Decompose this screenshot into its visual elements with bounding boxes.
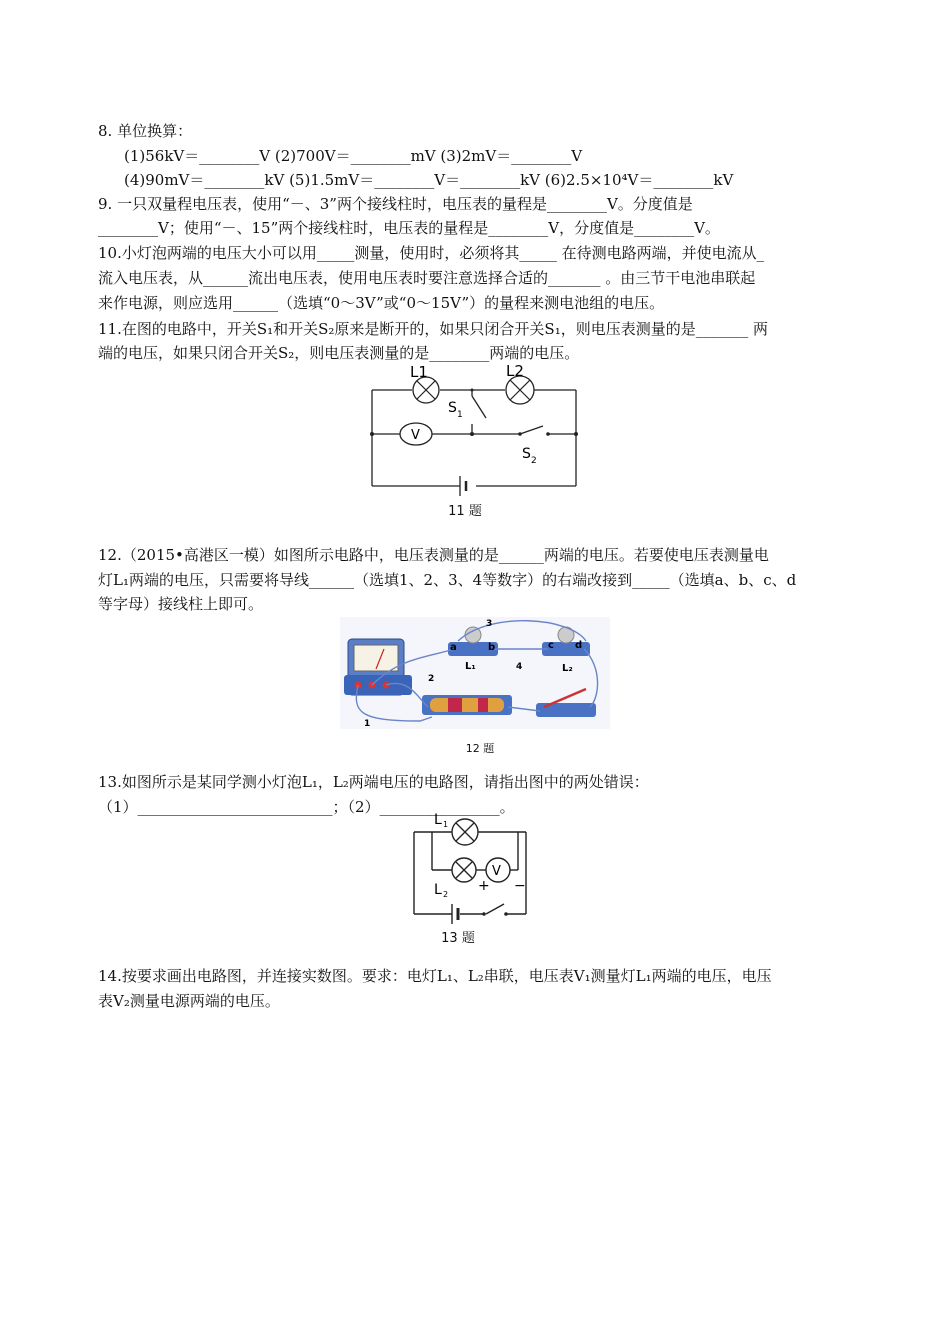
q14-line1: 14.按要求画出电路图，并连接实数图。要求：电灯L₁、L₂串联，电压表V₁测量灯L₁两端的电压，电压 (98, 967, 772, 985)
q11-line2: 端的电压，如果只闭合开关S₂，则电压表测量的是________两端的电压。 (98, 344, 580, 362)
q12-label-b: b (488, 642, 496, 653)
q11-voltmeter-label: V (411, 428, 420, 443)
q13-plus-sign: + (478, 878, 490, 894)
q13-circuit-diagram (406, 812, 546, 924)
q13-label-l1-sub: 1 (443, 820, 449, 829)
q11-label-s2-sub: 2 (531, 456, 537, 466)
q8-row2: (4)90mV＝________kV (5)1.5mV＝________V＝________kV (6)2.5×10⁴V＝________kV (124, 171, 734, 189)
q12-label-l2: L₂ (562, 663, 573, 674)
q9-line1: 9. 一只双量程电压表，使用“－、3”两个接线柱时，电压表的量程是________V。分度值是 (98, 195, 693, 213)
q13-minus-sign: − (514, 878, 526, 894)
q12-caption: 12 题 (465, 742, 495, 755)
q8-title: 8. 单位换算： (98, 122, 193, 140)
q10-line3: 来作电源，则应选用______（选填“0～3V”或“0～15V”）的量程来测电池组的电压。 (98, 294, 665, 312)
q11-label-s1-sub: 1 (457, 410, 463, 420)
q12-label-c: c (548, 640, 554, 651)
q12-physical-circuit-image (340, 617, 610, 729)
q12-line2: 灯L₁两端的电压，只需要将导线______（选填1、2、3、4等数字）的右端改接到_____（选填a、b、c、d (98, 571, 797, 589)
q12-label-d: d (575, 640, 583, 651)
q11-label-l1: L1 (410, 363, 428, 381)
q12-label-l1: L₁ (465, 661, 476, 672)
q11-caption: 11 题 (448, 504, 482, 519)
q12-wire-4: 4 (516, 662, 523, 672)
q12-wire-1: 1 (364, 719, 371, 729)
q13-line1: 13.如图所示是某同学测小灯泡L₁，L₂两端电压的电路图，请指出图中的两处错误： (98, 773, 649, 791)
q13-caption: 13 题 (441, 931, 475, 946)
q12-line1: 12.（2015•高港区一模）如图所示电路中，电压表测量的是______两端的电压。若要使电压表测量电 (98, 546, 769, 564)
q13-label-l1: L (434, 812, 442, 828)
q13-voltmeter-label: V (492, 864, 501, 879)
q14-line2: 表V₂测量电源两端的电压。 (98, 992, 280, 1010)
q13-label-l2-sub: 2 (443, 890, 449, 899)
q11-label-s2: S (522, 446, 531, 462)
q11-label-l2: L2 (506, 362, 524, 380)
q9-line2: ________V；使用“－、15”两个接线柱时，电压表的量程是________V，分度值是________V。 (98, 219, 720, 237)
q11-circuit-diagram (360, 362, 590, 497)
q8-row1: (1)56kV＝________V (2)700V＝________mV (3)2mV＝________V (124, 147, 583, 165)
q11-label-s1: S (448, 400, 457, 416)
q12-line3: 等字母）接线柱上即可。 (98, 595, 264, 613)
q10-line2: 流入电压表，从______流出电压表，使用电压表时要注意选择合适的_______ 。由三节干电池串联起 (98, 269, 756, 287)
q12-wire-2: 2 (428, 674, 435, 684)
q10-line1: 10.小灯泡两端的电压大小可以用_____测量，使用时，必须将其_____ 在待测电路两端，并使电流从_ (98, 244, 765, 262)
q13-label-l2: L (434, 882, 442, 898)
q11-line1: 11.在图的电路中，开关S₁和开关S₂原来是断开的，如果只闭合开关S₁，则电压表测量的是_______ 两 (98, 320, 768, 338)
q12-label-a: a (450, 642, 457, 653)
q12-wire-3: 3 (486, 619, 493, 629)
q13-line2: （1）__________________________；（2）________________。 (98, 798, 515, 816)
